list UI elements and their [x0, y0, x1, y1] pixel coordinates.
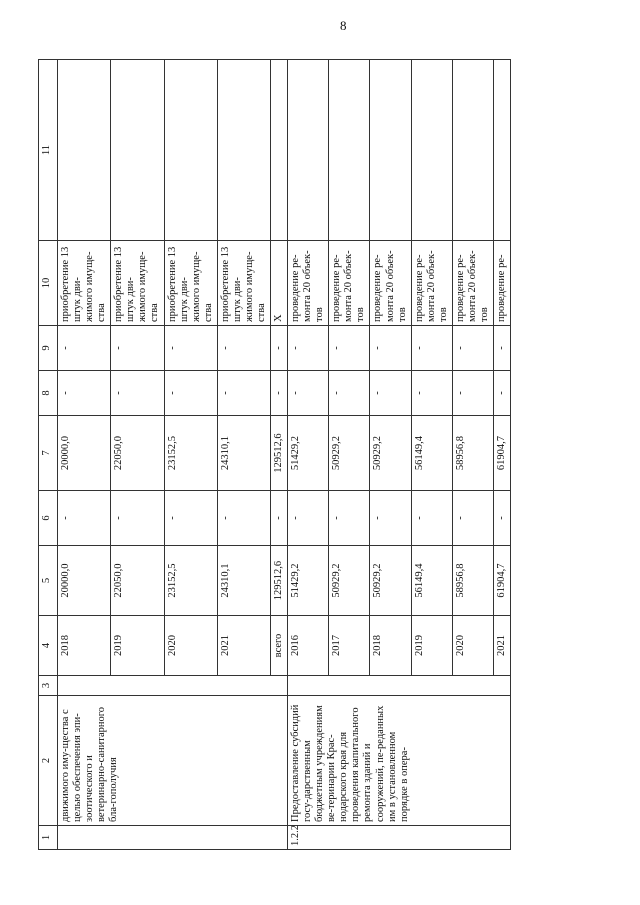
value-cell: 51429,2: [288, 416, 329, 491]
result-cell: проведение ре-монта 20 объек-тов: [452, 241, 493, 326]
empty-cell: [452, 60, 493, 241]
page-number: 8: [340, 18, 347, 33]
empty-cell: [370, 60, 411, 241]
value-cell: 24310,1: [217, 416, 270, 491]
value-cell: -: [452, 491, 493, 546]
value-cell: 50929,2: [329, 416, 370, 491]
year-cell: 2021: [494, 616, 511, 676]
value-cell: 24310,1: [217, 546, 270, 616]
value-cell: 56149,4: [411, 546, 452, 616]
value-cell: -: [288, 326, 329, 371]
value-cell: -: [494, 491, 511, 546]
result-cell: X: [271, 241, 288, 326]
value-cell: -: [329, 491, 370, 546]
item-description-cell: Предоставление субсидий госу-дарственным бюджетным учреждениям ве-теринарии Крас-нодарского края для проведения капитального ремонта зданий и сооружений, пе-реданных им в установленном порядке в опера-: [288, 696, 511, 826]
item-code-cell: [58, 826, 288, 850]
year-cell: 2019: [411, 616, 452, 676]
empty-cell: [217, 60, 270, 241]
value-cell: -: [288, 491, 329, 546]
value-cell: 58956,8: [452, 546, 493, 616]
year-cell: 2019: [111, 616, 164, 676]
value-cell: -: [411, 371, 452, 416]
empty-cell: [494, 60, 511, 241]
item-description-cell: движимого иму-щества с целью обеспечения эпи-зоотического и ветеринарно-санитарного бла-гополучия: [58, 696, 288, 826]
value-cell: -: [370, 491, 411, 546]
value-cell: -: [58, 326, 111, 371]
item-code-cell: 1.2.2: [288, 826, 511, 850]
empty-cell: [58, 676, 288, 696]
empty-cell: [58, 60, 111, 241]
value-cell: 23152,5: [164, 546, 217, 616]
value-cell: 129512,6: [271, 416, 288, 491]
value-cell: 50929,2: [370, 546, 411, 616]
result-cell: проведение ре-монта 20 объек-тов: [411, 241, 452, 326]
value-cell: 20000,0: [58, 546, 111, 616]
value-cell: 22050,0: [111, 546, 164, 616]
header-cell: 7: [39, 416, 58, 491]
result-cell: проведение ре-: [494, 241, 511, 326]
year-cell: 2018: [370, 616, 411, 676]
empty-cell: [271, 60, 288, 241]
budget-table: [38, 59, 511, 850]
value-cell: -: [494, 326, 511, 371]
year-cell: 2020: [452, 616, 493, 676]
year-cell: 2020: [164, 616, 217, 676]
header-cell: 1: [39, 826, 58, 850]
empty-cell: [288, 60, 329, 241]
value-cell: -: [370, 326, 411, 371]
header-cell: 2: [39, 696, 58, 826]
value-cell: 61904,7: [494, 416, 511, 491]
value-cell: -: [164, 326, 217, 371]
value-cell: -: [164, 491, 217, 546]
empty-cell: [288, 676, 511, 696]
year-cell: 2021: [217, 616, 270, 676]
year-cell: 2016: [288, 616, 329, 676]
value-cell: -: [111, 491, 164, 546]
value-cell: -: [111, 371, 164, 416]
value-cell: 50929,2: [329, 546, 370, 616]
result-cell: приобретение 13 штук дви-жимого имуще-ства: [164, 241, 217, 326]
result-cell: приобретение 13 штук дви-жимого имуще-ства: [217, 241, 270, 326]
value-cell: -: [329, 326, 370, 371]
empty-cell: [111, 60, 164, 241]
header-cell: 3: [39, 676, 58, 696]
value-cell: -: [217, 371, 270, 416]
header-cell: 6: [39, 491, 58, 546]
year-cell: 2018: [58, 616, 111, 676]
value-cell: -: [288, 371, 329, 416]
value-cell: 20000,0: [58, 416, 111, 491]
value-cell: -: [271, 371, 288, 416]
value-cell: -: [411, 491, 452, 546]
value-cell: 23152,5: [164, 416, 217, 491]
header-cell: 5: [39, 546, 58, 616]
value-cell: 58956,8: [452, 416, 493, 491]
value-cell: -: [58, 491, 111, 546]
value-cell: -: [494, 371, 511, 416]
empty-cell: [411, 60, 452, 241]
value-cell: -: [271, 491, 288, 546]
header-cell: 9: [39, 326, 58, 371]
result-cell: проведение ре-монта 20 объек-тов: [288, 241, 329, 326]
result-cell: проведение ре-монта 20 объек-тов: [329, 241, 370, 326]
value-cell: 22050,0: [111, 416, 164, 491]
empty-cell: [164, 60, 217, 241]
value-cell: -: [58, 371, 111, 416]
result-cell: проведение ре-монта 20 объек-тов: [370, 241, 411, 326]
header-row: [39, 60, 58, 850]
value-cell: -: [217, 326, 270, 371]
value-cell: -: [329, 371, 370, 416]
year-cell: всего: [271, 616, 288, 676]
value-cell: -: [411, 326, 452, 371]
year-cell: 2017: [329, 616, 370, 676]
value-cell: 56149,4: [411, 416, 452, 491]
value-cell: -: [452, 326, 493, 371]
value-cell: -: [164, 371, 217, 416]
header-cell: 10: [39, 241, 58, 326]
value-cell: -: [111, 326, 164, 371]
header-cell: 4: [39, 616, 58, 676]
table-row: [58, 60, 111, 850]
empty-cell: [329, 60, 370, 241]
value-cell: -: [217, 491, 270, 546]
value-cell: 61904,7: [494, 546, 511, 616]
value-cell: -: [271, 326, 288, 371]
value-cell: 50929,2: [370, 416, 411, 491]
result-cell: приобретение 13 штук дви-жимого имуще-ства: [58, 241, 111, 326]
value-cell: 51429,2: [288, 546, 329, 616]
value-cell: -: [452, 371, 493, 416]
table-body: [58, 60, 511, 850]
result-cell: приобретение 13 штук дви-жимого имуще-ства: [111, 241, 164, 326]
rotated-table-stage: [38, 60, 598, 850]
header-cell: 8: [39, 371, 58, 416]
value-cell: -: [370, 371, 411, 416]
header-cell: 11: [39, 60, 58, 241]
value-cell: 129512,6: [271, 546, 288, 616]
table-row: [288, 60, 329, 850]
